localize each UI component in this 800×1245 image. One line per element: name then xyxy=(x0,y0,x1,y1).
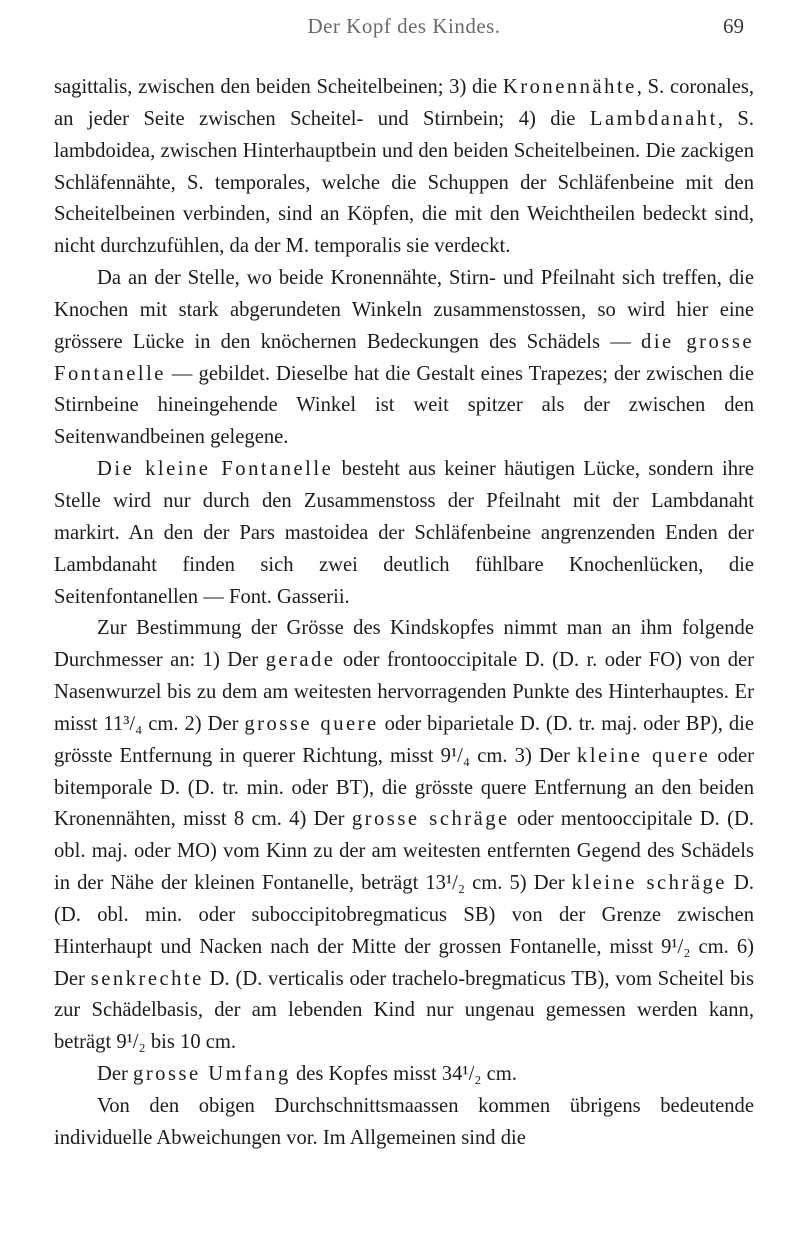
text-run: des Kopfes misst 34¹/₂ cm. xyxy=(290,1063,517,1086)
spaced-term: grosse schräge xyxy=(351,808,510,831)
text-run: Der xyxy=(97,1063,134,1086)
text-run: , S. coronales, an jeder Seite zwischen Scheitel- und Stirnbein; 4) die xyxy=(54,76,755,130)
spaced-term: Kronennähte xyxy=(502,76,637,98)
text-run: Da an der Stelle, wo beide Kronennähte, Stirn- und Pfeilnaht sich treffen, die Knochen mit stark abgerundeten Winkeln zusammenstossen, so wird hier eine grössere Lücke in den knöchernen Bedeckungen des Schädels — xyxy=(54,267,754,353)
paragraph xyxy=(54,263,754,454)
spaced-term: gerade xyxy=(265,649,336,672)
spaced-term: senkrechte xyxy=(90,967,204,990)
text-run: — gebildet. Dieselbe hat die Gestalt eines Trapezes; der zwischen die Stirnbeine hineingehende Winkel ist weit spitzer als der zwischen den Seitenwandbeinen gelegene. xyxy=(54,362,754,449)
spaced-term: kleine quere xyxy=(577,744,711,767)
text-run: oder mentooccipitale D. (D. obl. maj. oder MO) vom Kinn zu der am weitesten entfernten Gegend des Schädels in der Nähe der kleinen Fontanelle, beträgt 13¹/₂ cm. 5) Der xyxy=(54,808,754,895)
paragraph xyxy=(54,1059,754,1091)
text-run: D. (D. obl. min. oder suboccipitobregmaticus SB) von der Grenze zwischen Hinterhaupt und Nacken nach der Mitte der grossen Fontanelle, misst 9¹/₂ cm. 6) Der xyxy=(54,872,754,990)
text-run: Zur Bestimmung der Grösse des Kindskopfes nimmt man an ihm folgende Durchmesser an: 1) Der xyxy=(54,617,754,672)
text-run: sagittalis, zwischen den beiden Scheitelbeinen; 3) die xyxy=(54,76,503,98)
book-page xyxy=(54,10,754,1155)
page-number: 69 xyxy=(723,14,744,38)
paragraph xyxy=(54,613,754,1059)
paragraph xyxy=(54,454,754,613)
paragraph xyxy=(54,72,754,263)
spaced-term: grosse Umfang xyxy=(133,1063,291,1086)
spaced-term: kleine schräge xyxy=(571,872,727,895)
running-head xyxy=(54,10,754,46)
spaced-term: Lambdanaht xyxy=(589,107,718,130)
body-text xyxy=(54,72,754,1155)
text-run: oder bitemporale D. (D. tr. min. oder BT), die grösste quere Entfernung an den beiden Kronennähten, misst 8 cm. 4) Der xyxy=(54,744,754,831)
spaced-term: Die kleine Fontanelle xyxy=(97,458,334,481)
text-run: oder frontooccipitale D. (D. r. oder FO) von der Nasenwurzel bis zu dem am weitesten hervorragenden Punkte des Hinterhauptes. Er misst 11³/₄ cm. 2) Der xyxy=(54,649,754,735)
text-run: besteht aus keiner häutigen Lücke, sondern ihre Stelle wird nur durch den Zusammenstoss der Pfeilnaht mit der Lambdanaht markirt. An den der Pars mastoidea der Schläfenbeine angrenzenden Enden der Lambdanaht finden sich zwei deutlich fühlbare Knochenlücken, die Seitenfontanellen — Font. Gasserii. xyxy=(54,458,755,608)
spaced-term: die grosse Fontanelle xyxy=(54,330,754,385)
paragraph xyxy=(54,1091,754,1155)
text-run: oder biparietale D. (D. tr. maj. oder BP), die grösste Entfernung in querer Richtung, misst 9¹/₄ cm. 3) Der xyxy=(54,712,754,767)
running-title: Der Kopf des Kindes. xyxy=(307,14,501,38)
text-run: , S. lambdoidea, zwischen Hinterhauptbein und den beiden Scheitelbeinen. Die zackigen Schläfennähte, S. temporales, welche die Schuppen der Schläfenbeine mit den Scheitelbeinen verbinden, sind an Köpfen, die mit den Weichtheilen bedeckt sind, nicht durchzufühlen, da der M. temporalis sie verdeckt. xyxy=(54,107,755,258)
text-run: D. (D. verticalis oder trachelo-bregmaticus TB), vom Scheitel bis zur Schädelbasis, der am lebenden Kind nur ungenau gemessen werden kann, beträgt 9¹/₂ bis 10 cm. xyxy=(54,967,754,1054)
text-run: Von den obigen Durchschnittsmaassen kommen übrigens bedeutende individuelle Abweichungen vor. Im Allgemeinen sind die xyxy=(54,1095,754,1149)
spaced-term: grosse quere xyxy=(244,712,379,735)
